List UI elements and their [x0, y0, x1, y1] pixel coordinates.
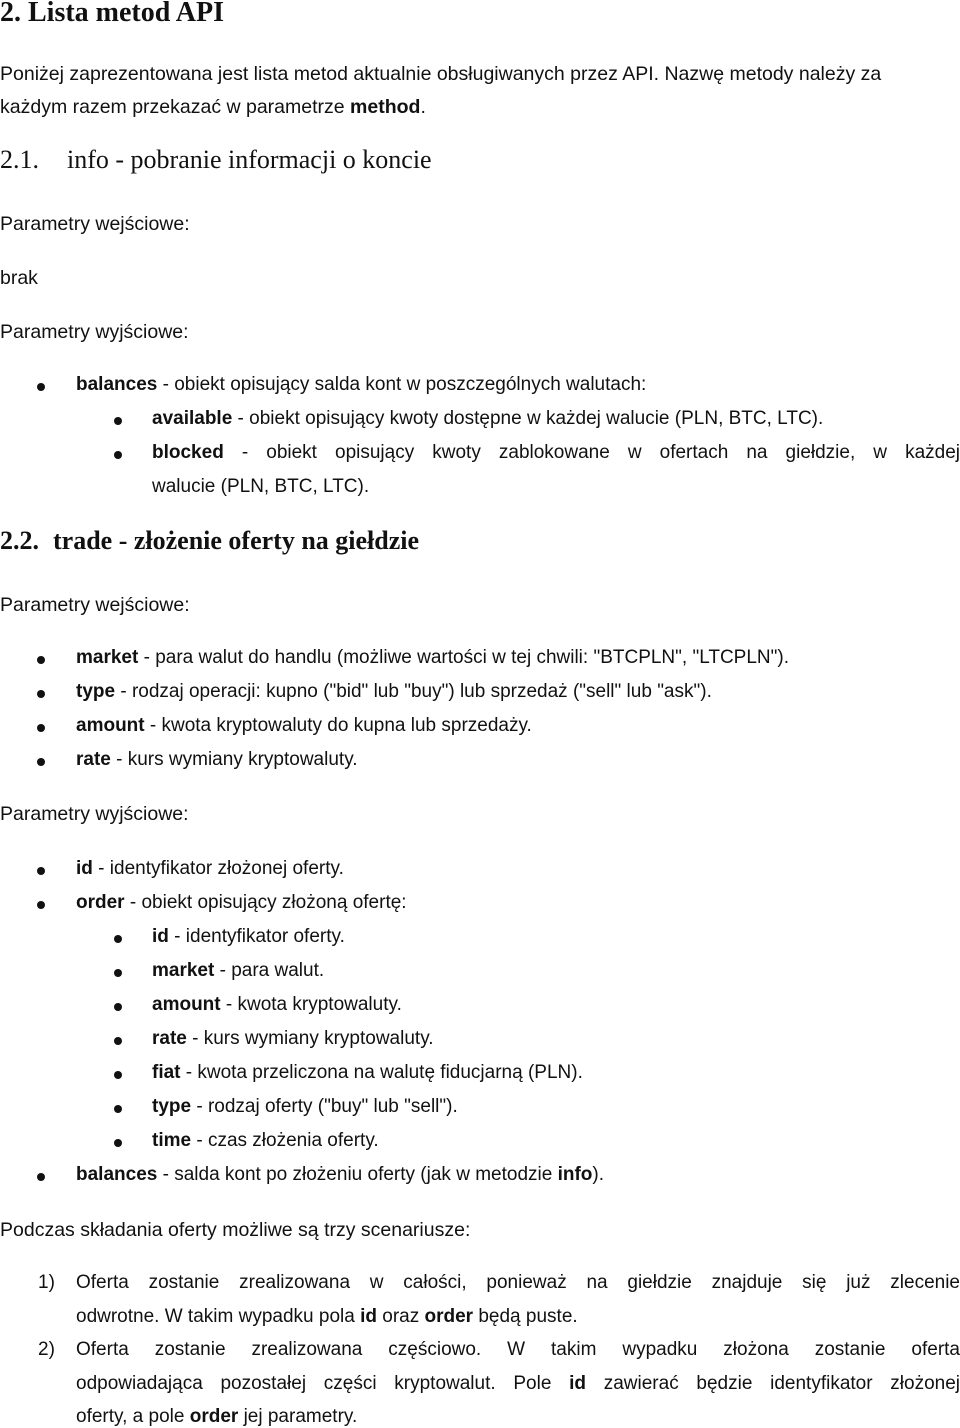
- trade-input-label: Parametry wejściowe:: [0, 594, 190, 616]
- order-field: [152, 1130, 379, 1152]
- key: type: [76, 681, 116, 702]
- intro-line-2: [0, 96, 426, 119]
- key: balances: [76, 1164, 158, 1185]
- info-input-value: brak: [0, 267, 38, 289]
- desc: - identyfikator złożonej oferty.: [92, 858, 344, 879]
- text: odwrotne. W takim wypadku pola: [76, 1306, 361, 1327]
- info-blocked-item-cont: walucie (PLN, BTC, LTC).: [152, 476, 370, 497]
- order-field: [152, 1062, 583, 1084]
- desc: - obiekt opisujący kwoty dostępne w każdej walucie (PLN, BTC, LTC).: [232, 408, 824, 429]
- trade-output-balances: [76, 1164, 604, 1186]
- trade-output-id: [76, 858, 344, 880]
- desc: - para walut.: [214, 960, 325, 981]
- desc: - kwota kryptowaluty do kupna lub sprzedaży.: [144, 715, 532, 736]
- bullet-icon: [114, 1037, 122, 1045]
- bullet-icon: [37, 383, 45, 391]
- scenario-number: 2): [38, 1339, 55, 1360]
- key: time: [152, 1130, 192, 1151]
- scenario-number: 1): [38, 1272, 55, 1293]
- order-field: [152, 994, 402, 1016]
- key: id: [152, 926, 169, 947]
- scenario-1-line-1: Oferta zostanie zrealizowana w całości, ponieważ na giełdzie znajduje się już zlecenie: [76, 1272, 960, 1293]
- key: amount: [152, 994, 221, 1015]
- id-keyword: id: [569, 1373, 587, 1394]
- desc: - kwota przeliczona na walutę fiducjarną (PLN).: [180, 1062, 583, 1083]
- trade-input-item: [76, 749, 358, 771]
- key: amount: [76, 715, 145, 736]
- info-available-item: [152, 408, 823, 430]
- scenario-2-line-2: [76, 1373, 960, 1395]
- method-keyword: method: [350, 96, 421, 118]
- desc: - obiekt opisujący kwoty zablokowane w ofertach na giełdzie, w każdej: [223, 442, 960, 463]
- punct: ).: [592, 1164, 605, 1185]
- bullet-icon: [114, 1003, 122, 1011]
- desc: - rodzaj operacji: kupno ("bid" lub "buy") lub sprzedaż ("sell" lub "ask").: [115, 681, 712, 702]
- intro-punct: .: [420, 96, 426, 118]
- intro-line-1: Poniżej zaprezentowana jest lista metod aktualnie obsługiwanych przez API. Nazwę metody należy za: [0, 63, 882, 85]
- key: fiat: [152, 1062, 181, 1083]
- trade-output-order: [76, 892, 407, 914]
- text: oraz: [376, 1306, 425, 1327]
- desc: - kurs wymiany kryptowaluty.: [110, 749, 358, 770]
- bullet-icon: [114, 1071, 122, 1079]
- info-number: 2.1.: [0, 145, 39, 174]
- id-keyword: id: [360, 1306, 377, 1327]
- key: rate: [152, 1028, 187, 1049]
- order-field: [152, 926, 345, 948]
- info-title: info - pobranie informacji o koncie: [67, 145, 432, 174]
- bullet-icon: [114, 451, 122, 459]
- trade-output-label: Parametry wyjściowe:: [0, 803, 189, 825]
- key: order: [76, 892, 125, 913]
- key: balances: [76, 374, 158, 395]
- desc: - para walut do handlu (możliwe wartości w tej chwili: "BTCPLN", "LTCPLN").: [138, 647, 789, 668]
- bullet-icon: [37, 867, 45, 875]
- key: market: [152, 960, 215, 981]
- trade-input-item: [76, 647, 789, 669]
- desc: - kwota kryptowaluty.: [220, 994, 402, 1015]
- text: jej parametry.: [238, 1406, 358, 1427]
- bullet-icon: [114, 1105, 122, 1113]
- order-field: [152, 1028, 434, 1050]
- text: oferty, a pole: [76, 1406, 190, 1427]
- bullet-icon: [114, 417, 122, 425]
- order-keyword: order: [424, 1306, 474, 1327]
- text: będą puste.: [473, 1306, 578, 1327]
- bullet-icon: [37, 1173, 45, 1181]
- trade-input-item: [76, 681, 712, 703]
- desc: - salda kont po złożeniu oferty (jak w metodzie: [157, 1164, 558, 1185]
- desc: - identyfikator oferty.: [168, 926, 345, 947]
- order-field: [152, 1096, 458, 1118]
- section-title: 2. Lista metod API: [0, 0, 224, 28]
- scenario-2-line-1: Oferta zostanie zrealizowana częściowo. W takim wypadku złożona zostanie oferta: [76, 1339, 960, 1360]
- text: zawierać będzie identyfikator złożonej: [586, 1373, 960, 1394]
- bullet-icon: [114, 969, 122, 977]
- key: available: [152, 408, 233, 429]
- order-keyword: order: [189, 1406, 239, 1427]
- info-heading: [0, 145, 432, 175]
- info-balances-item: [76, 374, 646, 396]
- key: rate: [76, 749, 111, 770]
- key: market: [76, 647, 139, 668]
- bullet-icon: [114, 1139, 122, 1147]
- order-field: [152, 960, 324, 982]
- bullet-icon: [37, 901, 45, 909]
- desc: - kurs wymiany kryptowaluty.: [186, 1028, 434, 1049]
- desc: - obiekt opisujący salda kont w poszczególnych walutach:: [157, 374, 647, 395]
- key: id: [76, 858, 93, 879]
- scenario-2-line-3: [76, 1406, 357, 1428]
- intro-text: każdym razem przekazać w parametrze: [0, 96, 351, 118]
- trade-title: trade - złożenie oferty na giełdzie: [53, 526, 420, 555]
- scenarios-intro: Podczas składania oferty możliwe są trzy scenariusze:: [0, 1219, 471, 1241]
- bullet-icon: [37, 724, 45, 732]
- desc: - czas złożenia oferty.: [191, 1130, 379, 1151]
- key: type: [152, 1096, 192, 1117]
- info-blocked-item: [152, 442, 960, 464]
- desc: - obiekt opisujący złożoną ofertę:: [124, 892, 407, 913]
- trade-input-item: [76, 715, 532, 737]
- key: blocked: [152, 442, 224, 463]
- info-output-label: Parametry wyjściowe:: [0, 321, 189, 343]
- info-keyword: info: [557, 1164, 593, 1185]
- trade-number: 2.2.: [0, 526, 39, 555]
- bullet-icon: [114, 935, 122, 943]
- scenario-1-line-2: [76, 1306, 578, 1328]
- desc: - rodzaj oferty ("buy" lub "sell").: [191, 1096, 458, 1117]
- text: odpowiadająca pozostałej części kryptowalut. Pole: [76, 1373, 570, 1394]
- trade-heading: [0, 526, 419, 556]
- bullet-icon: [37, 656, 45, 664]
- info-input-label: Parametry wejściowe:: [0, 213, 190, 235]
- bullet-icon: [37, 690, 45, 698]
- bullet-icon: [37, 758, 45, 766]
